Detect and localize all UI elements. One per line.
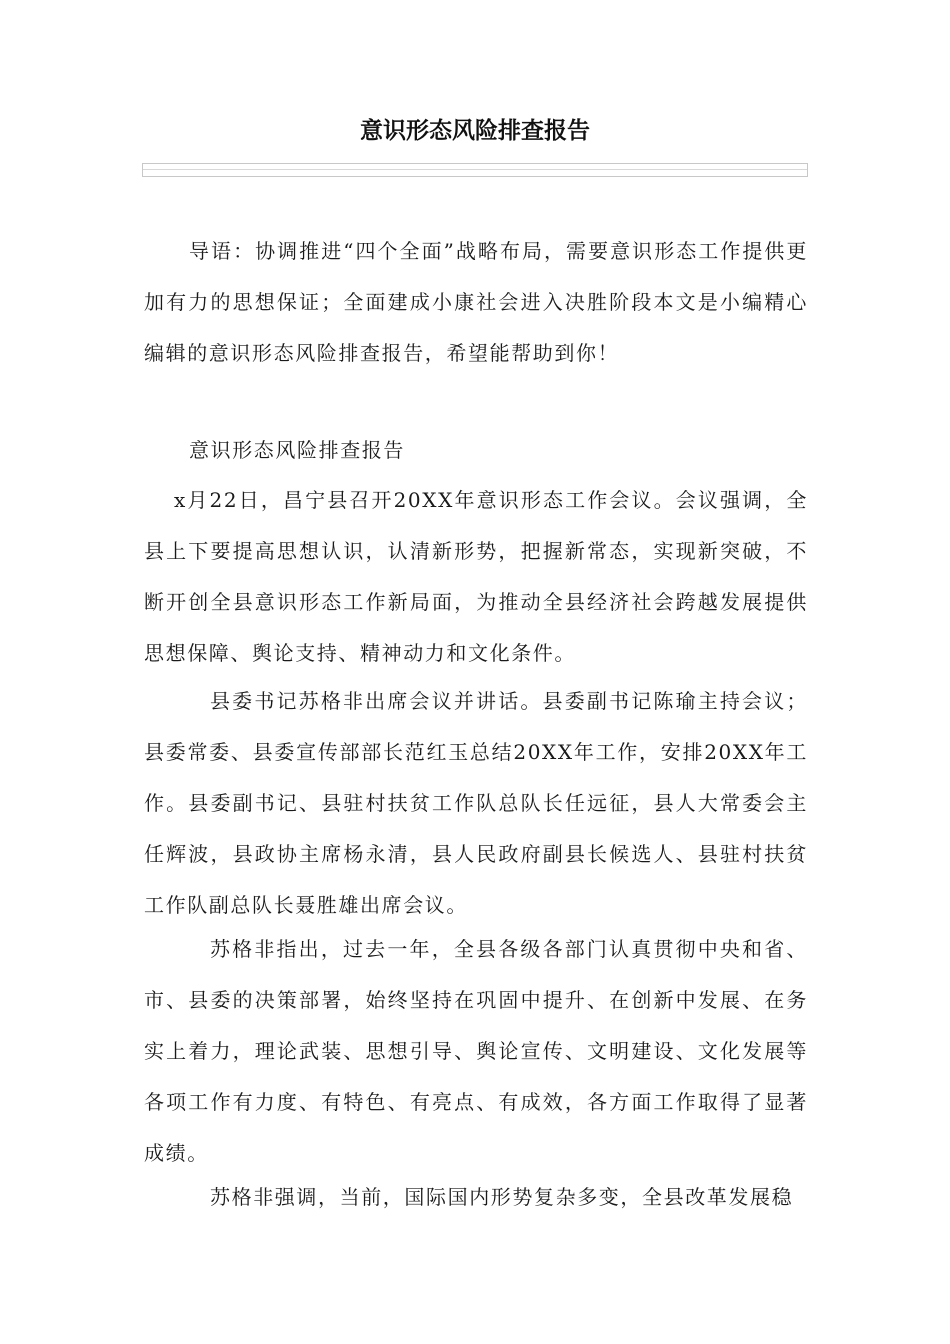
document-title: 意识形态风险排查报告 bbox=[360, 118, 590, 144]
section-heading: 意识形态风险排查报告 bbox=[189, 438, 405, 462]
body-paragraph-1: x月22日，昌宁县召开20XX年意识形态工作会议。会议强调，全县上下要提高思想认识，认清新形势，把握新常态，实现新突破，不断开创全县意识形态工作新局面，为推动全县经济社会跨越发展提供思想保障、舆论支持、精神动力和文化条件。 bbox=[144, 488, 808, 665]
body-paragraph-2: 县委书记苏格非出席会议并讲话。县委副书记陈瑜主持会议；县委常委、县委宣传部部长范红玉总结20XX年工作，安排20XX年工作。县委副书记、县驻村扶贫工作队总队长任远征，县人大常委会主任辉波，县政协主席杨永清，县人民政府副县长候选人、县驻村扶贫工作队副总队长聂胜雄出席会议。 bbox=[144, 689, 808, 917]
title-divider bbox=[142, 163, 808, 177]
body-paragraph-3: 苏格非指出，过去一年，全县各级各部门认真贯彻中央和省、市、县委的决策部署，始终坚持在巩固中提升、在创新中发展、在务实上着力，理论武装、思想引导、舆论宣传、文明建设、文化发展等各项工作有力度、有特色、有亮点、有成效，各方面工作取得了显著成绩。 bbox=[144, 937, 808, 1165]
body-paragraph-4: 苏格非强调，当前，国际国内形势复杂多变，全县改革发展稳 bbox=[210, 1185, 794, 1209]
title-divider-line bbox=[143, 169, 807, 170]
intro-paragraph: 导语：协调推进“四个全面”战略布局，需要意识形态工作提供更加有力的思想保证；全面建成小康社会进入决胜阶段本文是小编精心编辑的意识形态风险排查报告，希望能帮助到你！ bbox=[144, 239, 808, 365]
